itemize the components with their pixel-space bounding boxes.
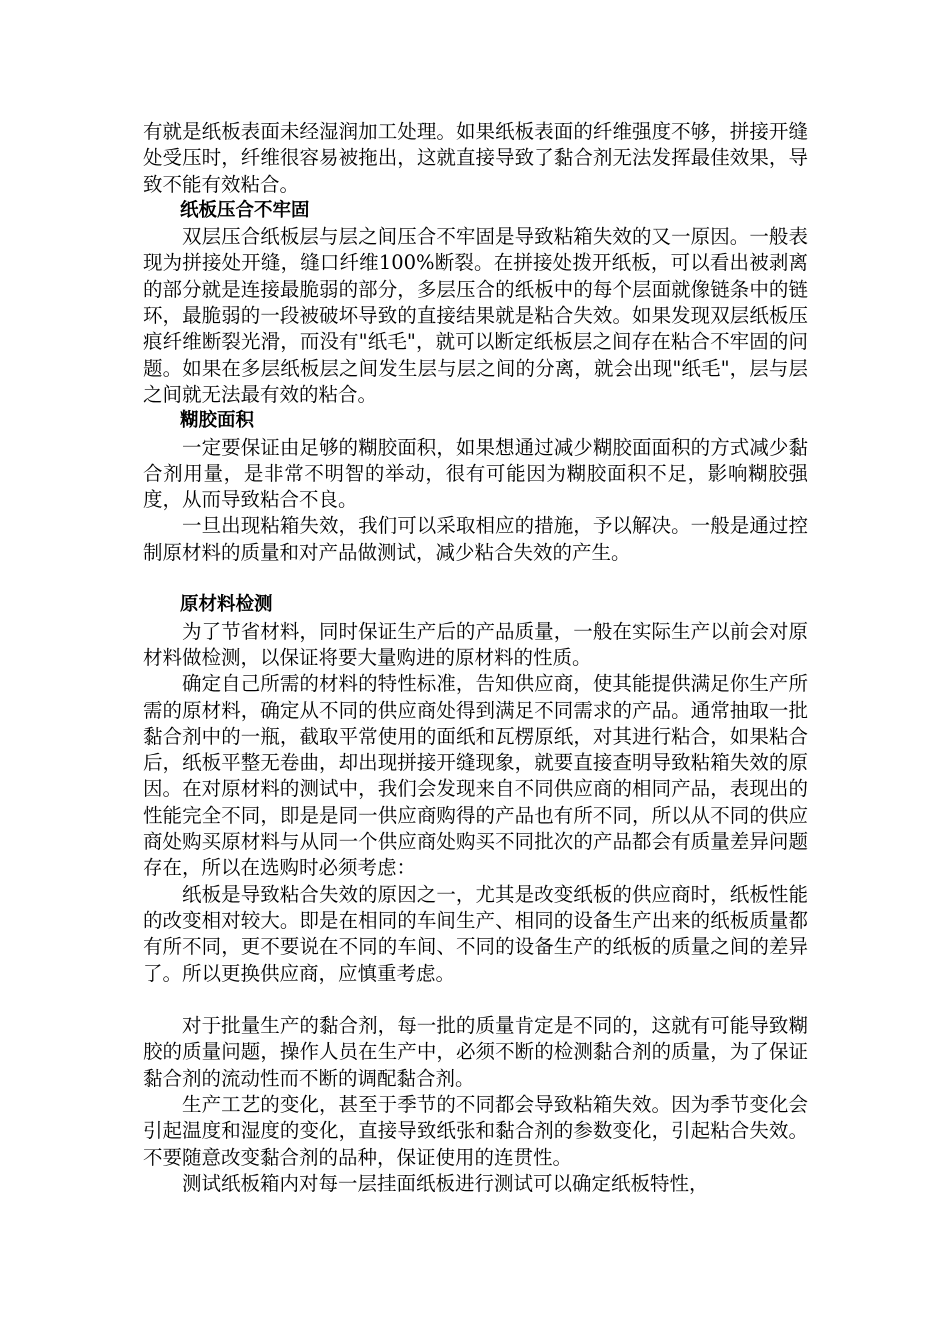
paragraph: 纸板是导致粘合失效的原因之一，尤其是改变纸板的供应商时，纸板性能的改变相对较大。即是在相同的车间生产、相同的设备生产出来的纸板质量都有所不同，更不要说在不同的车间、不同的设备生产的纸板的质量之间的差异了。所以更换供应商，应慎重考虑。 (143, 882, 808, 985)
blank-line (143, 566, 808, 592)
paragraph: 对于批量生产的黏合剂，每一批的质量肯定是不同的，这就有可能导致糊胶的质量问题，操作人员在生产中，必须不断的检测黏合剂的质量，为了保证黏合剂的流动性而不断的调配黏合剂。 (143, 1014, 808, 1090)
paragraph: 测试纸板箱内对每一层挂面纸板进行测试可以确定纸板特性， (182, 1171, 709, 1195)
document-page (143, 119, 808, 1197)
paragraph: 为了节省材料，同时保证生产后的产品质量，一般在实际生产以前会对原材料做检测，以保证将要大量购进的原材料的性质。 (143, 619, 808, 669)
section-heading: 糊胶面积 (180, 410, 255, 432)
paragraph: 双层压合纸板层与层之间压合不牢固是导致粘箱失效的又一原因。一般表现为拼接处开缝，缝口纤维100%断裂。在拼接处拨开纸板，可以看出被剥离的部分就是连接最脆弱的部分，多层压合的纸板中的每个层面就像链条中的链环，最脆弱的一段被破坏导致的直接结果就是粘合失效。如果发现双层纸板压痕纤维断裂光滑，而没有"纸毛"，就可以断定纸板层之间存在粘合不牢固的问题。如果在多层纸板层之间发生层与层之间的分离，就会出现"纸毛"，层与层之间就无法最有效的粘合。 (143, 225, 808, 406)
paragraph: 生产工艺的变化，甚至于季节的不同都会导致粘箱失效。因为季节变化会引起温度和湿度的变化，直接导致纸张和黏合剂的参数变化，引起粘合失效。不要随意改变黏合剂的品种，保证使用的连贯性。 (143, 1092, 808, 1169)
section-heading: 原材料检测 (180, 594, 273, 616)
blank-line (143, 987, 808, 1013)
paragraph: 一定要保证由足够的糊胶面积，如果想通过减少糊胶面面积的方式减少黏合剂用量，是非常不明智的举动，很有可能因为糊胶面积不足，影响糊胶强度，从而导致粘合不良。 (143, 435, 808, 512)
paragraph: 确定自己所需的材料的特性标准，告知供应商，使其能提供满足你生产所需的原材料，确定从不同的供应商处得到满足不同需求的产品。通常抽取一批黏合剂中的一瓶，截取平常使用的面纸和瓦楞原纸，对其进行粘合，如果粘合后，纸板平整无卷曲，却出现拼接开缝现象，就要直接查明导致粘箱失效的原因。在对原材料的测试中，我们会发现来自不同供应商的相同产品，表现出的性能完全不同，即是是同一供应商购得的产品也有所不同，所以从不同的供应商处购买原材料与从同一个供应商处购买不同批次的产品都会有质量差异问题存在，所以在选购时必须考虑： (143, 672, 808, 880)
paragraph: 有就是纸板表面未经湿润加工处理。如果纸板表面的纤维强度不够，拼接开缝处受压时，纤维很容易被拖出，这就直接导致了黏合剂无法发挥最佳效果，导致不能有效粘合。 (143, 120, 808, 196)
paragraph: 一旦出现粘箱失效，我们可以采取相应的措施，予以解决。一般是通过控制原材料的质量和对产品做测试，减少粘合失效的产生。 (143, 514, 808, 564)
section-heading: 纸板压合不牢固 (180, 199, 310, 221)
